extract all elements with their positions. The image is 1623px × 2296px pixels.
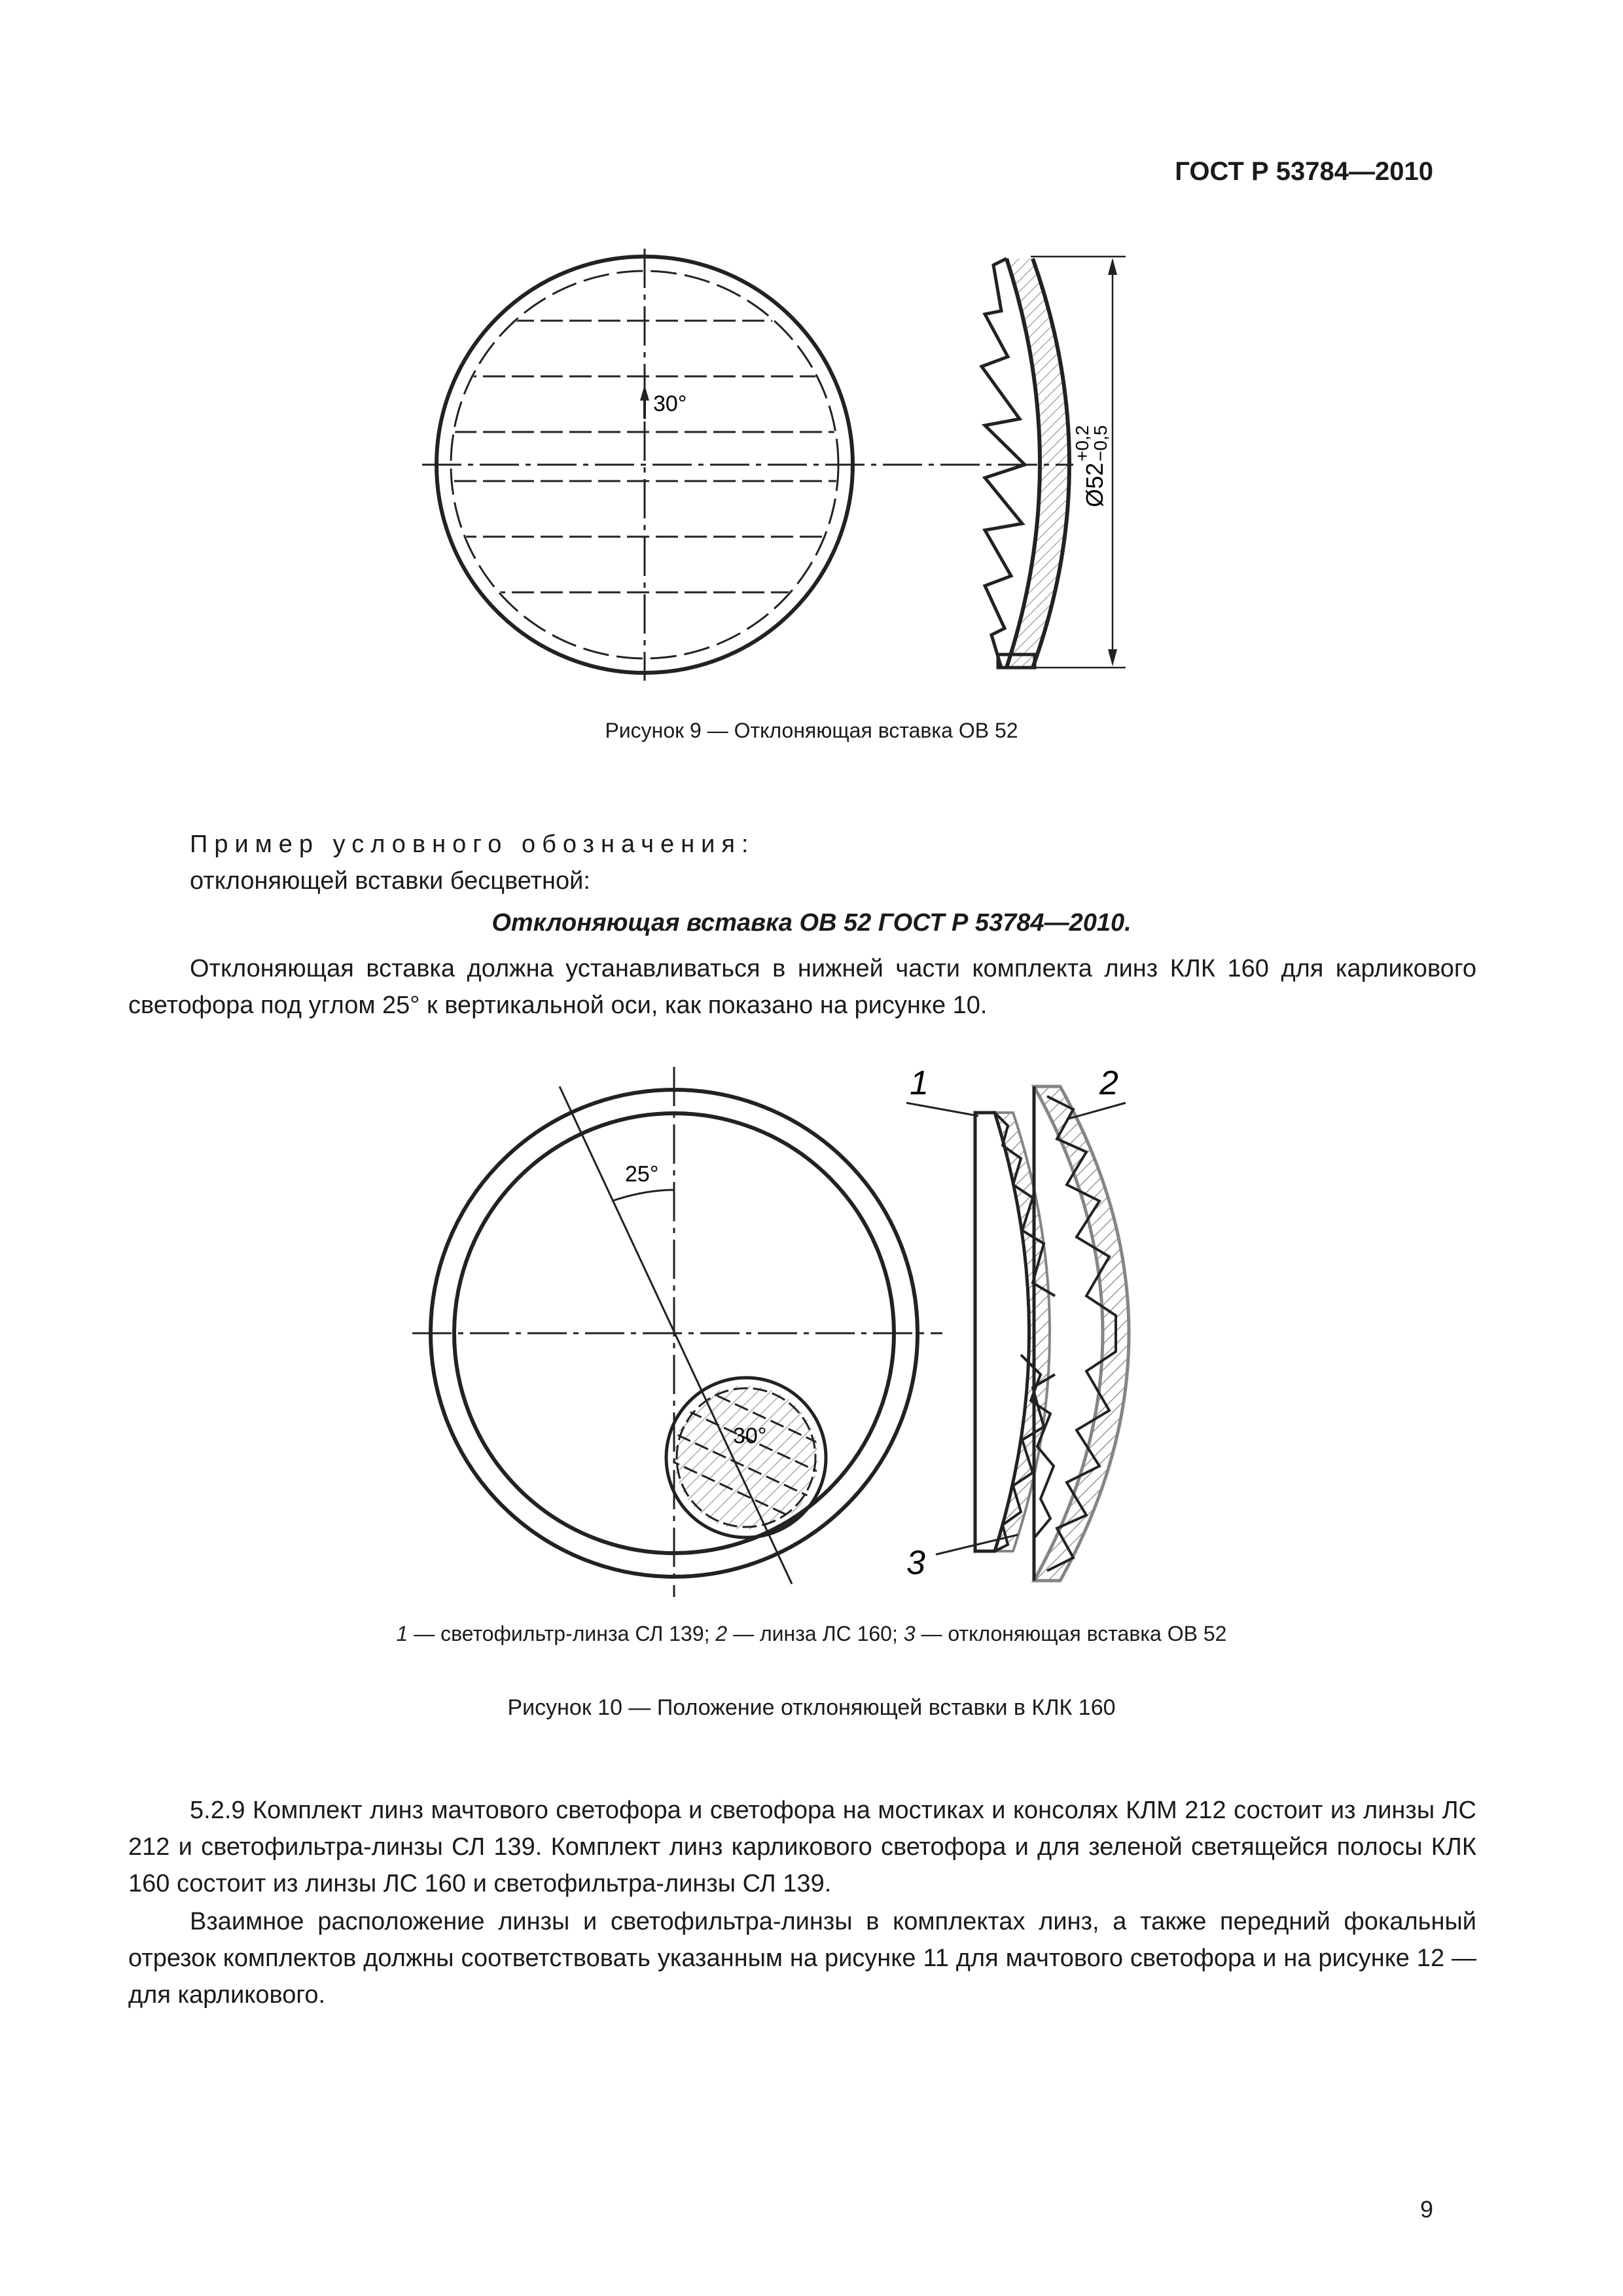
legend-text-1: — светофильтр-линза СЛ 139;	[408, 1622, 716, 1645]
paragraph-arrangement: Взаимное расположение линзы и светофильтра-линзы в комплектах линз, а также передний фокальный отрезок комплектов должны соответствовать указанным на рисунке 11 для мачтового светофора и на рисунке 12 — для карликового.	[128, 1908, 1476, 2009]
angle-30-insert-label: 30°	[733, 1424, 767, 1448]
callout-1: 1	[910, 1064, 929, 1102]
tolerance-minus: −0,5	[1090, 425, 1111, 461]
paragraph-insert-position: Отклоняющая вставка должна устанавливаться в нижней части комплекта линз КЛК 160 для карликового светофора под углом 25° к вертикальной оси, как показано на рисунке 10.	[128, 955, 1476, 1019]
figure-9-drawing	[0, 0, 1623, 720]
tolerance-plus: +0,2	[1072, 425, 1092, 461]
paragraph-5-2-9: 5.2.9 Комплект линз мачтового светофора и светофора на мостиках и консолях КЛМ 212 состоит из линзы ЛС 212 и светофильтра-линзы СЛ 139. Комплект линз карликового светофора и для зеленой светящейся полосы КЛК 160 состоит из линзы ЛС 160 и светофильтра-линзы СЛ 139.	[128, 1797, 1476, 1897]
example-heading: Пример условного обозначения:	[190, 831, 755, 858]
document-header: ГОСТ Р 53784—2010	[1175, 157, 1433, 186]
figure-9-caption: Рисунок 9 — Отклоняющая вставка ОВ 52	[605, 719, 1018, 742]
dim-arrow-bottom-icon	[1108, 649, 1117, 666]
dim-arrow-top-icon	[1108, 258, 1117, 275]
example-subject: отклоняющей вставки бесцветной:	[190, 867, 590, 895]
angle-25-label: 25°	[625, 1162, 659, 1187]
example-designation: Отклоняющая вставка ОВ 52 ГОСТ Р 53784—2010.	[491, 909, 1132, 937]
legend-number-2: 2	[715, 1622, 728, 1645]
lens-set-section	[975, 1086, 1129, 1581]
legend-number-3: 3	[903, 1622, 916, 1645]
page-number: 9	[1419, 2196, 1433, 2223]
legend-text-2: — линза ЛС 160;	[727, 1622, 904, 1645]
insert-profile	[982, 259, 1069, 668]
diameter-annotation	[1072, 425, 1111, 507]
callout-2: 2	[1099, 1064, 1118, 1102]
callout-3: 3	[906, 1544, 925, 1582]
legend-number-1: 1	[396, 1622, 408, 1645]
angle-arc-25	[612, 1190, 674, 1201]
figure-10-caption: Рисунок 10 — Положение отклоняющей вставки в КЛК 160	[507, 1695, 1116, 1720]
diameter-label: Ø52	[1081, 462, 1108, 507]
figure-10-drawing	[0, 1047, 1623, 1636]
arrow-head-icon	[640, 385, 649, 401]
legend-text-3: — отклоняющая вставка ОВ 52	[915, 1622, 1227, 1645]
figure-10-legend	[0, 1622, 1623, 1646]
angle-30-label: 30°	[653, 391, 687, 416]
